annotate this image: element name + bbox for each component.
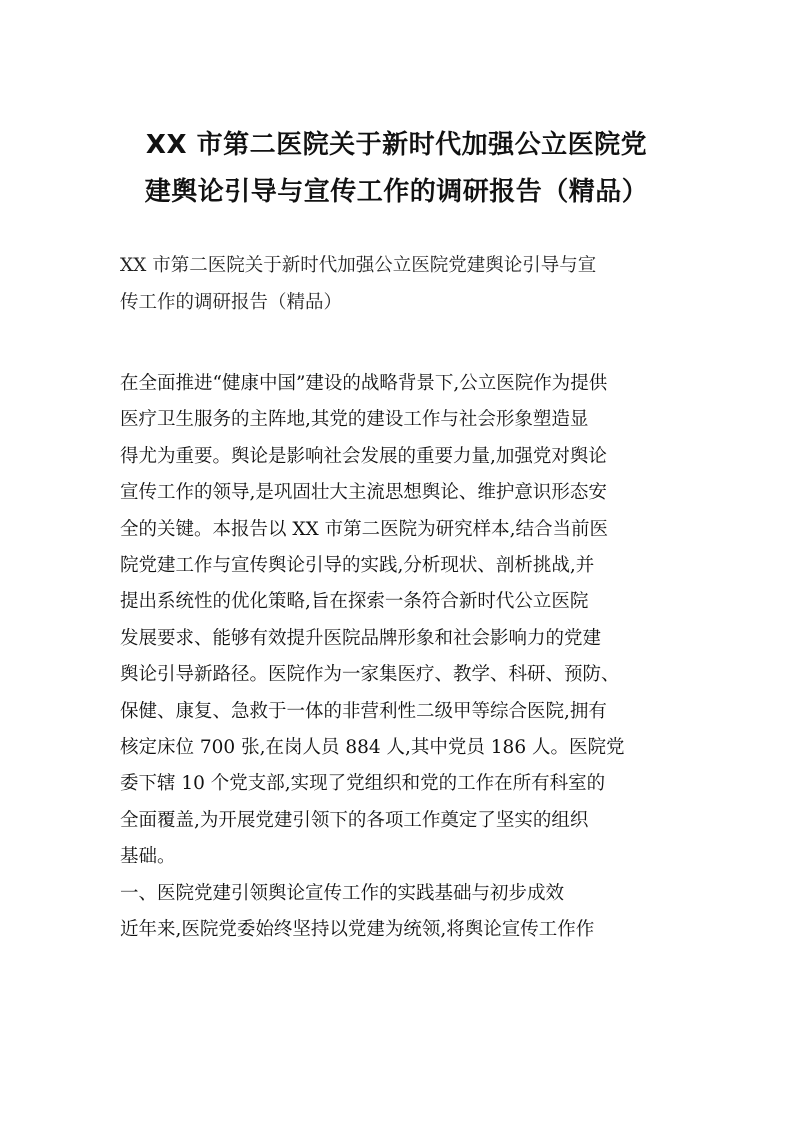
- body-line: 基础。: [120, 846, 176, 868]
- body-line: 得尤为重要。舆论是影响社会发展的重要力量,加强党对舆论: [120, 445, 607, 467]
- body-line: 全面覆盖,为开展党建引领下的各项工作奠定了坚实的组织: [120, 809, 589, 831]
- document-subtitle: [120, 247, 680, 321]
- body-line: 在全面推进“健康中国”建设的战略背景下,公立医院作为提供: [120, 373, 608, 394]
- body-line: 宣传工作的领导,是巩固壮大主流思想舆论、维护意识形态安: [120, 482, 607, 504]
- section-heading: 一、医院党建引领舆论宣传工作的实践基础与初步成效: [120, 882, 565, 904]
- body-line: 委下辖 10 个党支部,实现了党组织和党的工作在所有科室的: [120, 773, 606, 795]
- document-body: [120, 366, 680, 949]
- body-line: 院党建工作与宣传舆论引导的实践,分析现状、剖析挑战,并: [120, 555, 595, 577]
- subtitle-line: 传工作的调研报告（精品）: [120, 292, 343, 313]
- body-line: 发展要求、能够有效提升医院品牌形象和社会影响力的党建: [120, 627, 602, 649]
- subtitle-line: XX 市第二医院关于新时代加强公立医院党建舆论引导与宣: [120, 255, 597, 276]
- body-line: 医疗卫生服务的主阵地,其党的建设工作与社会形象塑造显: [120, 409, 589, 431]
- document-title: [110, 122, 683, 216]
- title-line: 建舆论引导与宣传工作的调研报告（精品）: [144, 177, 649, 207]
- body-line: 提出系统性的优化策略,旨在探索一条符合新时代公立医院: [120, 591, 589, 613]
- body-line: 近年来,医院党委始终坚持以党建为统领,将舆论宣传工作作: [120, 919, 595, 941]
- body-line: 全的关键。本报告以 XX 市第二医院为研究样本,结合当前医: [120, 518, 608, 540]
- body-line: 保健、康复、急救于一体的非营利性二级甲等综合医院,拥有: [120, 700, 607, 722]
- title-line: XX 市第二医院关于新时代加强公立医院党: [145, 130, 648, 160]
- body-line: 舆论引导新路径。医院作为一家集医疗、教学、科研、预防、: [120, 664, 620, 686]
- body-line: 核定床位 700 张,在岗人员 884 人,其中党员 186 人。医院党: [120, 737, 625, 759]
